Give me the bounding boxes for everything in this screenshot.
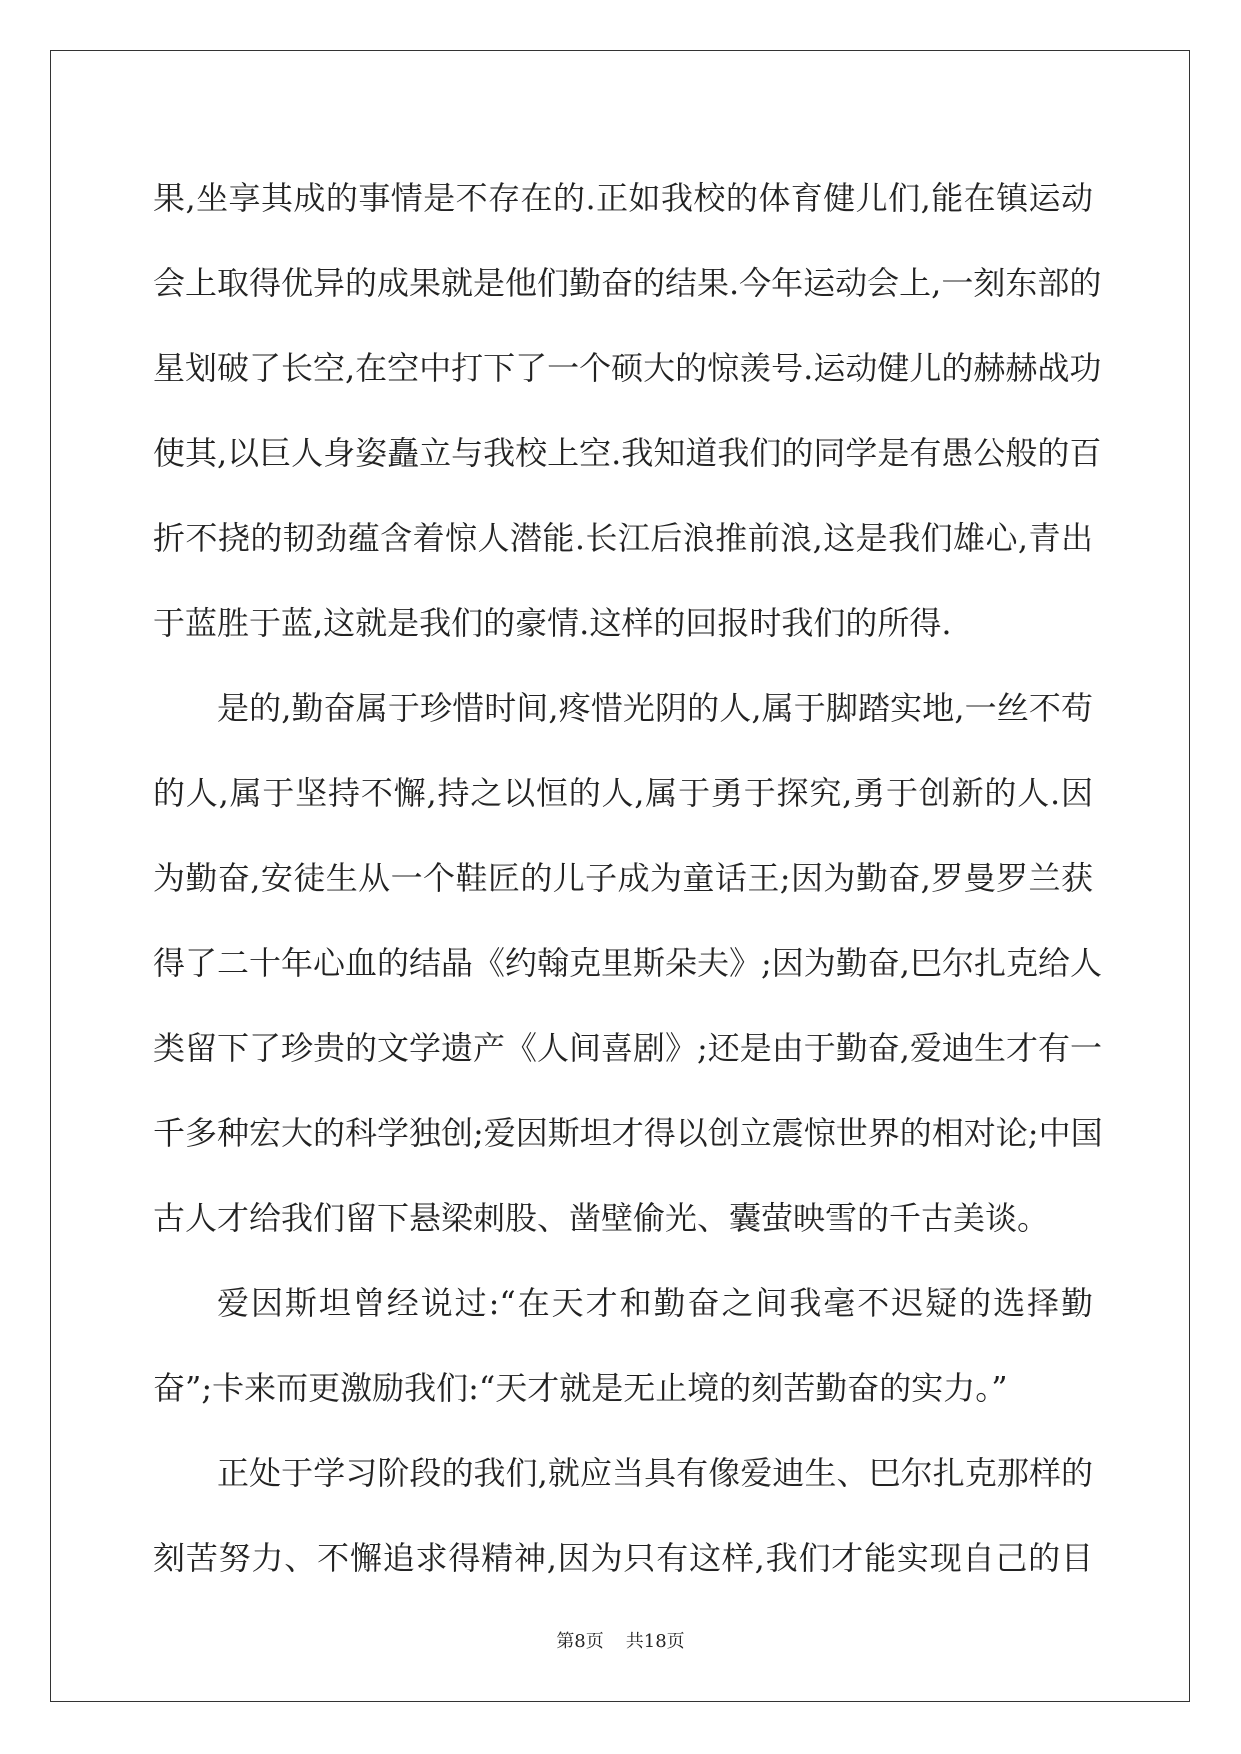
text-line: 千多种宏大的科学独创;爱因斯坦才得以创立震惊世界的相对论;中国	[153, 1114, 1103, 1152]
text-line: 折不挠的韧劲蕴含着惊人潜能.长江后浪推前浪,这是我们雄心,青出	[153, 519, 1093, 557]
text-line: 爱因斯坦曾经说过:“在天才和勤奋之间我毫不迟疑的选择勤	[217, 1284, 1093, 1322]
text-line: 是的,勤奋属于珍惜时间,疼惜光阴的人,属于脚踏实地,一丝不苟	[217, 689, 1093, 727]
text-line: 会上取得优异的成果就是他们勤奋的结果.今年运动会上,一刻东部的	[153, 264, 1102, 302]
text-line: 的人,属于坚持不懈,持之以恒的人,属于勇于探究,勇于创新的人.因	[153, 774, 1093, 812]
text-line: 奋”;卡来而更激励我们:“天才就是无止境的刻苦勤奋的实力。”	[153, 1369, 1008, 1407]
text-line: 使其,以巨人身姿矗立与我校上空.我知道我们的同学是有愚公般的百	[153, 434, 1102, 472]
text-line: 为勤奋,安徒生从一个鞋匠的儿子成为童话王;因为勤奋,罗曼罗兰获	[153, 859, 1093, 897]
text-line: 正处于学习阶段的我们,就应当具有像爱迪生、巴尔扎克那样的	[217, 1454, 1093, 1492]
text-line: 得了二十年心血的结晶《约翰克里斯朵夫》;因为勤奋,巴尔扎克给人	[153, 944, 1102, 982]
page-footer	[0, 1627, 1241, 1653]
text-line: 刻苦努力、不懈追求得精神,因为只有这样,我们才能实现自己的目	[153, 1539, 1093, 1577]
text-line: 星划破了长空,在空中打下了一个硕大的惊羡号.运动健儿的赫赫战功	[153, 349, 1102, 387]
page-total: 共18页	[625, 1631, 685, 1652]
text-line: 古人才给我们留下悬梁刺股、凿壁偷光、囊萤映雪的千古美谈。	[153, 1199, 1050, 1237]
text-line: 类留下了珍贵的文学遗产《人间喜剧》;还是由于勤奋,爱迪生才有一	[153, 1029, 1102, 1067]
page-number: 第8页	[556, 1631, 604, 1652]
text-line: 果,坐享其成的事情是不存在的.正如我校的体育健儿们,能在镇运动	[153, 179, 1093, 217]
document-body	[153, 156, 1103, 1601]
text-line: 于蓝胜于蓝,这就是我们的豪情.这样的回报时我们的所得.	[153, 604, 952, 642]
